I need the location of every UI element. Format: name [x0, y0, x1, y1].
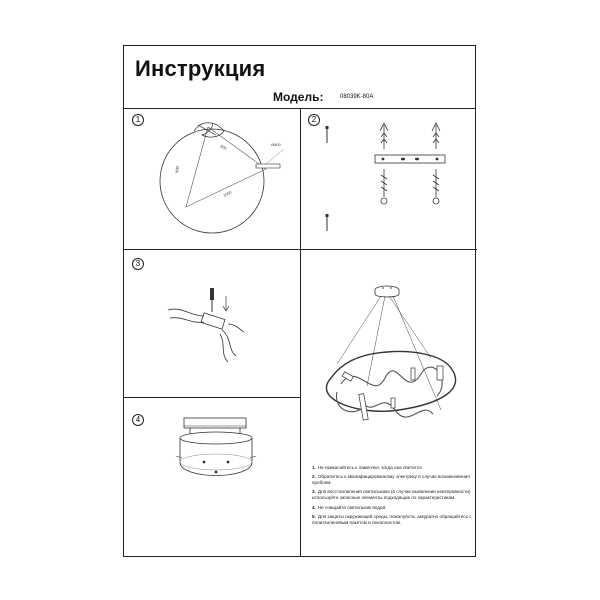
wire-connector-icon [124, 250, 300, 397]
chandelier-illustration-icon [301, 250, 477, 460]
header [124, 46, 475, 109]
dimension-label-left: 800 [174, 165, 181, 174]
dimension-label-bottom: 1000 [222, 189, 233, 198]
ceiling-ring-mount-diagram-icon [124, 109, 300, 249]
note-item: 2. Обратитесь к квалифицированному электрику в случае возникновения проблем. [312, 474, 470, 486]
note-item: 4. Не очищайте светильник водой. [312, 504, 387, 510]
step-number-4: 4 [132, 414, 144, 426]
step-number-3: 3 [132, 258, 144, 270]
dimension-label-top: 800 [219, 143, 228, 151]
dimension-label-right: Ø800 [271, 142, 281, 147]
canopy-cover-icon [124, 398, 300, 557]
note-item: 5. Для защиты окружающей среды, пожалуйста, аккуратно обращайтесь с полиэтиленовым пакетом и пенопластом. [312, 513, 472, 525]
instruction-sheet [123, 45, 476, 557]
step-number-1: 1 [132, 114, 144, 126]
mounting-bracket-screws-icon [301, 109, 477, 249]
model-value: 08039K-80A [340, 94, 374, 100]
note-item: 3. Для восстановления светильника (в случае выявления неисправности) используйте запасные элементы подходящие по характеристикам. [312, 489, 471, 501]
model-label: Модель: [273, 90, 324, 104]
page-title: Инструкция [135, 56, 266, 81]
note-item: 1. Не прикасайтесь к лампочке, когда она светится [312, 465, 422, 470]
step-number-2: 2 [308, 114, 320, 126]
notes-list [312, 465, 472, 529]
